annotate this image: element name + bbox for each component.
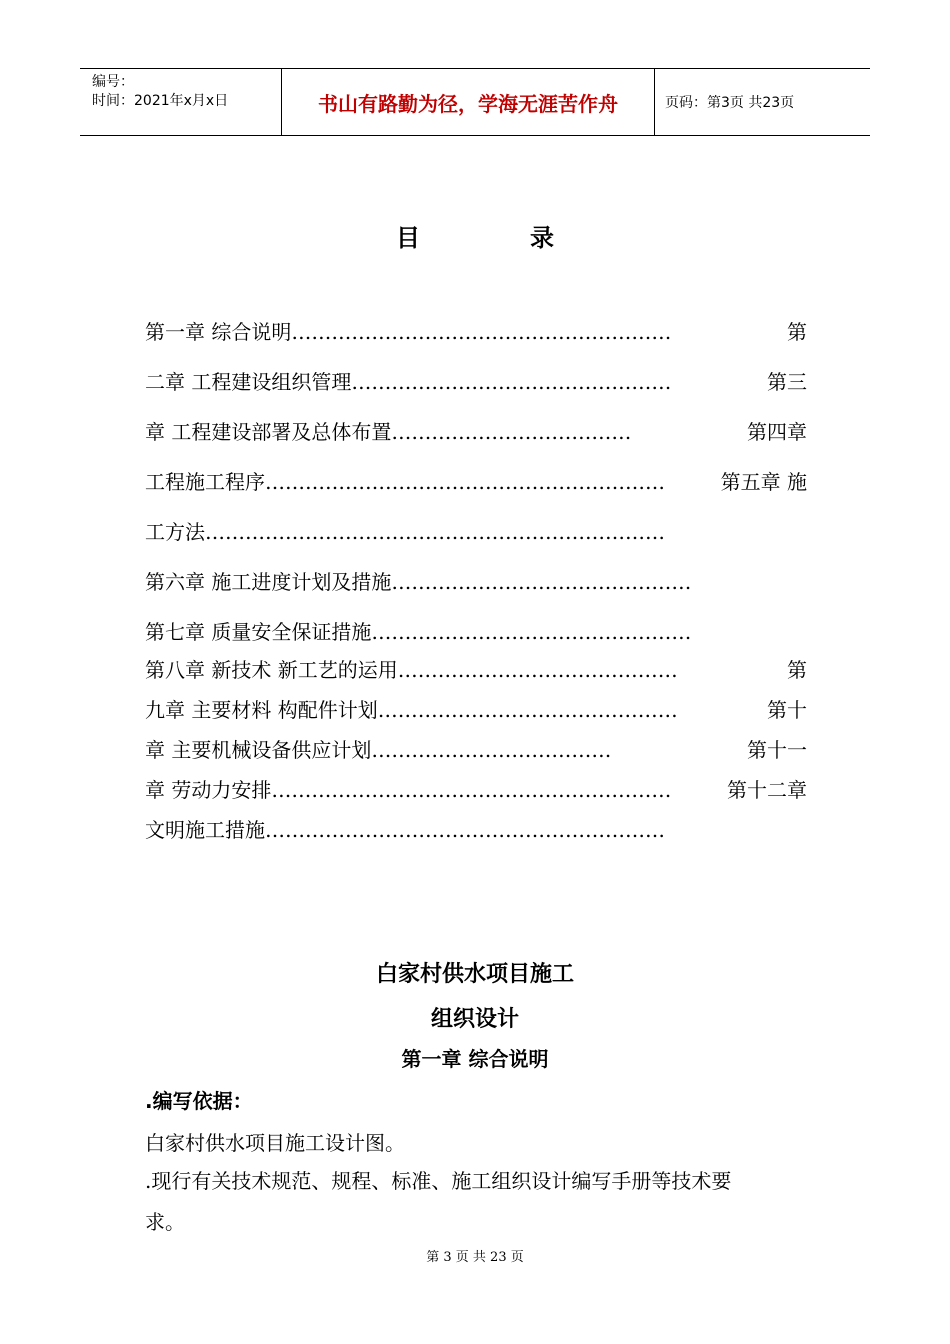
toc-title-char-1: 目 xyxy=(396,223,420,252)
doc-title-line-2: 组织设计 xyxy=(430,1007,519,1032)
toc-line-text: 二章 工程建设组织管理………………………………………… xyxy=(145,370,672,394)
toc-line-tail: 第五章 施 xyxy=(720,470,807,494)
header-table xyxy=(80,68,870,136)
toc-line-tail: 第三 xyxy=(767,370,807,394)
toc-line-text: 章 工程建设部署及总体布置……………………………… xyxy=(145,420,632,444)
toc-line-tail: 第 xyxy=(787,320,807,344)
time-label: 时间：2021年x月x日 xyxy=(92,93,229,109)
toc-line-text: 第一章 综合说明………………………………………………… xyxy=(145,320,672,344)
toc-line xyxy=(145,516,807,545)
toc-line xyxy=(145,566,807,595)
body-paragraph: 白家村供水项目施工设计图。 xyxy=(145,1131,405,1155)
toc-line xyxy=(145,466,807,495)
toc-line xyxy=(145,416,807,445)
toc-title-char-2: 录 xyxy=(530,223,554,252)
toc-line-tail: 第十二章 xyxy=(727,778,807,802)
toc-line xyxy=(145,616,807,645)
page-footer: 第 3 页 共 23 页 xyxy=(426,1250,524,1265)
header-page-info: 页码：第3页 共23页 xyxy=(665,95,795,111)
section-heading: .编写依据： xyxy=(145,1089,253,1113)
number-label: 编号： xyxy=(92,74,134,90)
toc-line xyxy=(145,814,807,843)
toc-line xyxy=(145,654,807,683)
toc-line-text: 工程施工程序…………………………………………………… xyxy=(145,470,665,494)
doc-title-line-1: 白家村供水项目施工 xyxy=(375,962,574,987)
toc-line-text: 第八章 新技术 新工艺的运用…………………………………… xyxy=(145,658,678,682)
toc-line-text: 章 主要机械设备供应计划……………………………… xyxy=(145,738,612,762)
toc-line-text: 九章 主要材料 构配件计划……………………………………… xyxy=(145,698,678,722)
toc-line-text: 章 劳动力安排…………………………………………………… xyxy=(145,778,672,802)
toc-line xyxy=(145,366,807,395)
body-paragraph: 求。 xyxy=(145,1210,185,1234)
toc-title xyxy=(0,218,950,253)
toc-line-tail: 第十 xyxy=(767,698,807,722)
toc-line-text: 第七章 质量安全保证措施………………………………………… xyxy=(145,620,692,644)
toc-line xyxy=(145,694,807,723)
toc-line-tail: 第四章 xyxy=(747,420,807,444)
toc-line-text: 工方法…………………………………………………………… xyxy=(145,520,665,544)
header-motto: 书山有路勤为径，学海无涯苦作舟 xyxy=(282,69,655,135)
toc-line-tail: 第十一 xyxy=(747,738,807,762)
body-paragraph: .现行有关技术规范、规程、标准、施工组织设计编写手册等技术要 xyxy=(145,1169,732,1193)
chapter-title: 第一章 综合说明 xyxy=(401,1047,549,1071)
toc-line-tail: 第 xyxy=(787,658,807,682)
toc-line xyxy=(145,774,807,803)
toc-line-text: 第六章 施工进度计划及措施……………………………………… xyxy=(145,570,692,594)
toc-line-text: 文明施工措施…………………………………………………… xyxy=(145,818,665,842)
header-left-cell xyxy=(80,69,282,135)
toc-line xyxy=(145,316,807,345)
toc-line xyxy=(145,734,807,763)
